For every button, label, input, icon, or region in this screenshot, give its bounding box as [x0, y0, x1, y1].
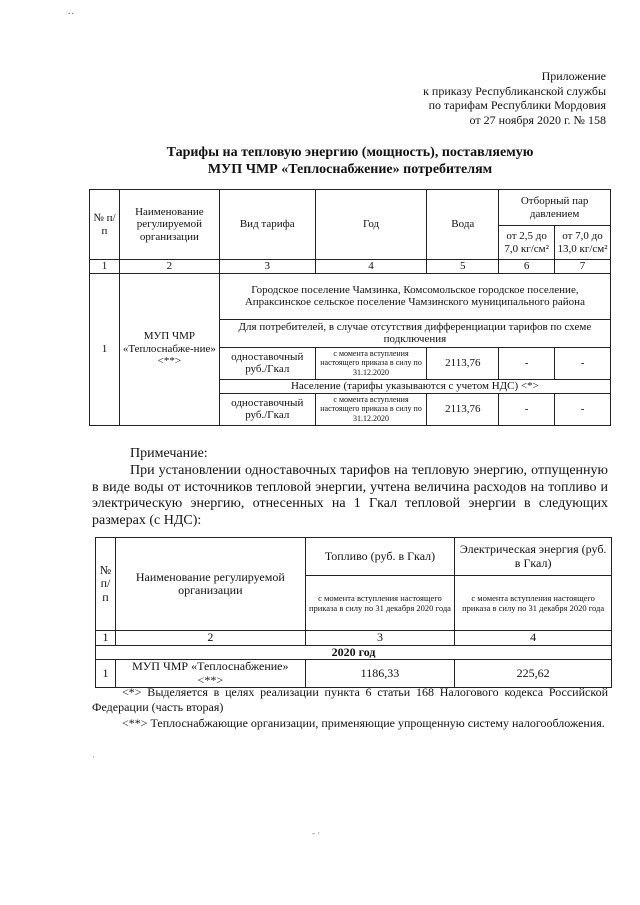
appendix-line: Приложение: [541, 69, 606, 83]
fuel-cost: 1186,33: [305, 660, 455, 688]
header-water: Вода: [427, 190, 499, 260]
row-number: 1: [90, 273, 120, 425]
appendix-line: к приказу Республиканской службы: [423, 83, 606, 98]
electric-period: с момента вступления настоящего приказа в силу по 31 декабря 2020 года: [455, 576, 612, 631]
scan-speck: - ·: [312, 828, 321, 838]
column-number: 3: [305, 631, 455, 646]
footnote-vat: <*> Выделяется в целях реализации пункта 6 статьи 168 Налогового кодекса Российской Федерации (часть вторая): [92, 685, 608, 714]
steam-high-tariff: -: [555, 347, 611, 379]
note-paragraph: При установлении одноставочных тарифов на тепловую энергию, отпущенную в виде воды от источников тепловой энергии, учтена величина расходов на топливо и электрическую энергию, отнесенных на 1 Гкал тепловой энергии в следующих размерах (с НДС):: [92, 463, 608, 528]
header-steam: Отборный пар давлением: [499, 190, 611, 226]
column-number: 5: [427, 260, 499, 274]
column-number: 6: [499, 260, 555, 274]
territory-description: Городское поселение Чамзинка, Комсомольское городское поселение, Апраксинское сельское поселение Чамзинского муниципального района: [219, 273, 610, 319]
steam-high-tariff: -: [555, 393, 611, 425]
header-tariff-type: Вид тарифа: [219, 190, 315, 260]
column-number: 4: [455, 631, 612, 646]
consumer-group-general: Для потребителей, в случае отсутствия дифференциации тарифов по схеме подключения: [219, 319, 610, 347]
row-number: 1: [96, 660, 116, 688]
cost-table: [95, 537, 612, 688]
electric-cost: 225,62: [455, 660, 612, 688]
organization-name: МУП ЧМР «Теплоснабжение» <**>: [115, 660, 305, 688]
appendix-block: [423, 69, 606, 127]
appendix-line: от 27 ноября 2020 г. № 158: [469, 112, 606, 127]
fuel-period: с момента вступления настоящего приказа в силу по 31 декабря 2020 года: [305, 576, 455, 631]
header-steam-high: от 7,0 до 13,0 кг/см²: [555, 226, 611, 260]
tariff-period: с момента вступления настоящего приказа в силу по 31.12.2020: [315, 347, 427, 379]
column-number: 4: [315, 260, 427, 274]
tariff-type: одноставочный руб./Гкал: [219, 393, 315, 425]
header-year: Год: [315, 190, 427, 260]
column-number: 2: [115, 631, 305, 646]
column-number: 2: [119, 260, 219, 274]
steam-low-tariff: -: [499, 393, 555, 425]
consumer-group-population: Население (тарифы указываются с учетом НДС) <*>: [219, 379, 610, 393]
organization-name: МУП ЧМР «Теплоснабже-ние» <**>: [119, 273, 219, 425]
tariff-period: с момента вступления настоящего приказа в силу по 31.12.2020: [315, 393, 427, 425]
column-number: 3: [219, 260, 315, 274]
header-fuel: Топливо (руб. в Гкал): [305, 538, 455, 576]
scan-speck: ..: [68, 6, 75, 17]
column-number: 1: [90, 260, 120, 274]
header-num: № п/п: [90, 190, 120, 260]
tariff-type: одноставочный руб./Гкал: [219, 347, 315, 379]
header-electric: Электрическая энергия (руб. в Гкал): [455, 538, 612, 576]
header-steam-low: от 2,5 до 7,0 кг/см²: [499, 226, 555, 260]
note-heading: Примечание:: [130, 446, 208, 461]
year-label: 2020 год: [96, 645, 612, 660]
water-tariff: 2113,76: [427, 347, 499, 379]
title-line: Тарифы на тепловую энергию (мощность), поставляемую: [166, 145, 534, 160]
column-number: 1: [96, 631, 116, 646]
scan-speck: ·: [92, 752, 95, 762]
water-tariff: 2113,76: [427, 393, 499, 425]
title-line: МУП ЧМР «Теплоснабжение» потребителям: [207, 162, 493, 177]
steam-low-tariff: -: [499, 347, 555, 379]
document-title: [100, 144, 600, 178]
header-num: № п/п: [96, 538, 116, 631]
tariff-table: [89, 189, 611, 426]
appendix-line: по тарифам Республики Мордовия: [428, 98, 606, 112]
footnote-simplified-tax: <**> Теплоснабжающие организации, применяющие упрощенную систему налогообложения.: [122, 716, 605, 730]
header-org: Наименование регулируемой организации: [119, 190, 219, 260]
column-number: 7: [555, 260, 611, 274]
header-org: Наименование регулируемой организации: [115, 538, 305, 631]
